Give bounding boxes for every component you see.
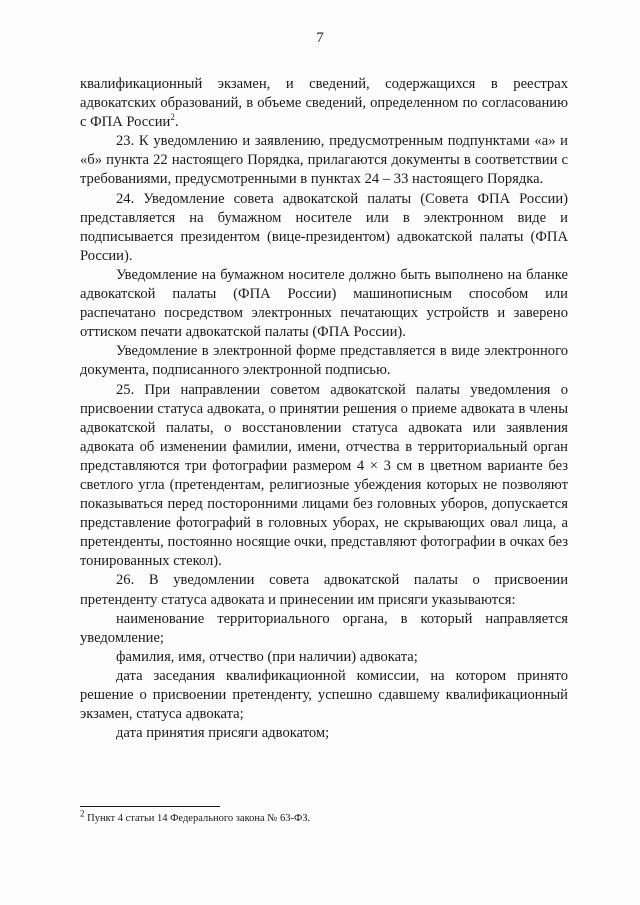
paragraph-26: 26. В уведомлении совета адвокатской палаты о присвоении претенденту статуса адвоката и принесении им присяги указываются: xyxy=(80,572,568,608)
paragraph-continuation xyxy=(80,75,568,132)
footnote-marker: 2 xyxy=(80,808,85,819)
list-item-commission-date: дата заседания квалификационной комиссии, на котором принято решение о присвоении претенденту, успешно сдавшему квалификационный экзамен, статуса адвоката; xyxy=(80,667,568,723)
paragraph-23: 23. К уведомлению и заявлению, предусмотренным подпунктами «а» и «б» пункта 22 настоящего Порядка, прилагаются документы в соответствии с требованиями, предусмотренными в пунктах 24 – 33 настоящего Порядка. xyxy=(80,133,568,188)
document-body xyxy=(80,75,568,743)
page-number: 7 xyxy=(316,30,324,46)
list-item-full-name: фамилия, имя, отчество (при наличии) адвоката; xyxy=(116,648,418,665)
footnote-separator xyxy=(80,806,220,807)
footnote-reference[interactable]: 2 xyxy=(170,112,175,123)
paragraph-punctuation: . xyxy=(174,114,179,131)
paragraph-24: 24. Уведомление совета адвокатской палаты (Совета ФПА России) представляется на бумажном носителе или в электронном виде и подписывается президентом (вице-президентом) адвокатской палаты (ФПА России). xyxy=(80,190,568,264)
paragraph-25: 25. При направлении советом адвокатской палаты уведомления о присвоении статуса адвоката, о принятии решения о приеме адвоката в члены адвокатской палаты, о восстановлении статуса адвоката или заявления адвоката об изменении фамилии, имени, отчества в территориальный орган представляются три фотографии размером 4 × 3 см в цветном варианте без светлого угла (претендентам, религиозные убеждения которых не позволяют показываться перед посторонними лицами без головных уборов, допускается представление фотографий в головных уборах, не скрывающих овал лица, а претенденты, постоянно носящие очки, представляют фотографии в очках без тонированных стекол). xyxy=(80,381,568,570)
list-item-territorial-body: наименование территориального органа, в который направляется уведомление; xyxy=(80,610,568,646)
paragraph-24-paper: Уведомление на бумажном носителе должно быть выполнено на бланке адвокатской палаты (ФПА России) машинописным способом или распечатано посредством электронных печатающих устройств и заверено оттиском печати адвокатской палаты (ФПА России). xyxy=(80,266,568,341)
footnote xyxy=(80,808,568,825)
paragraph-24-electronic: Уведомление в электронной форме представляется в виде электронного документа, подписанного электронной подписью. xyxy=(80,343,568,379)
footnote-text: Пункт 4 статьи 14 Федерального закона № 63-ФЗ. xyxy=(87,813,311,824)
list-item-oath-date: дата принятия присяги адвокатом; xyxy=(116,725,330,742)
paragraph-text: квалификационный экзамен, и сведений, содержащихся в реестрах адвокатских образований, в объеме сведений, определенном по согласованию с ФПА России xyxy=(80,76,568,131)
